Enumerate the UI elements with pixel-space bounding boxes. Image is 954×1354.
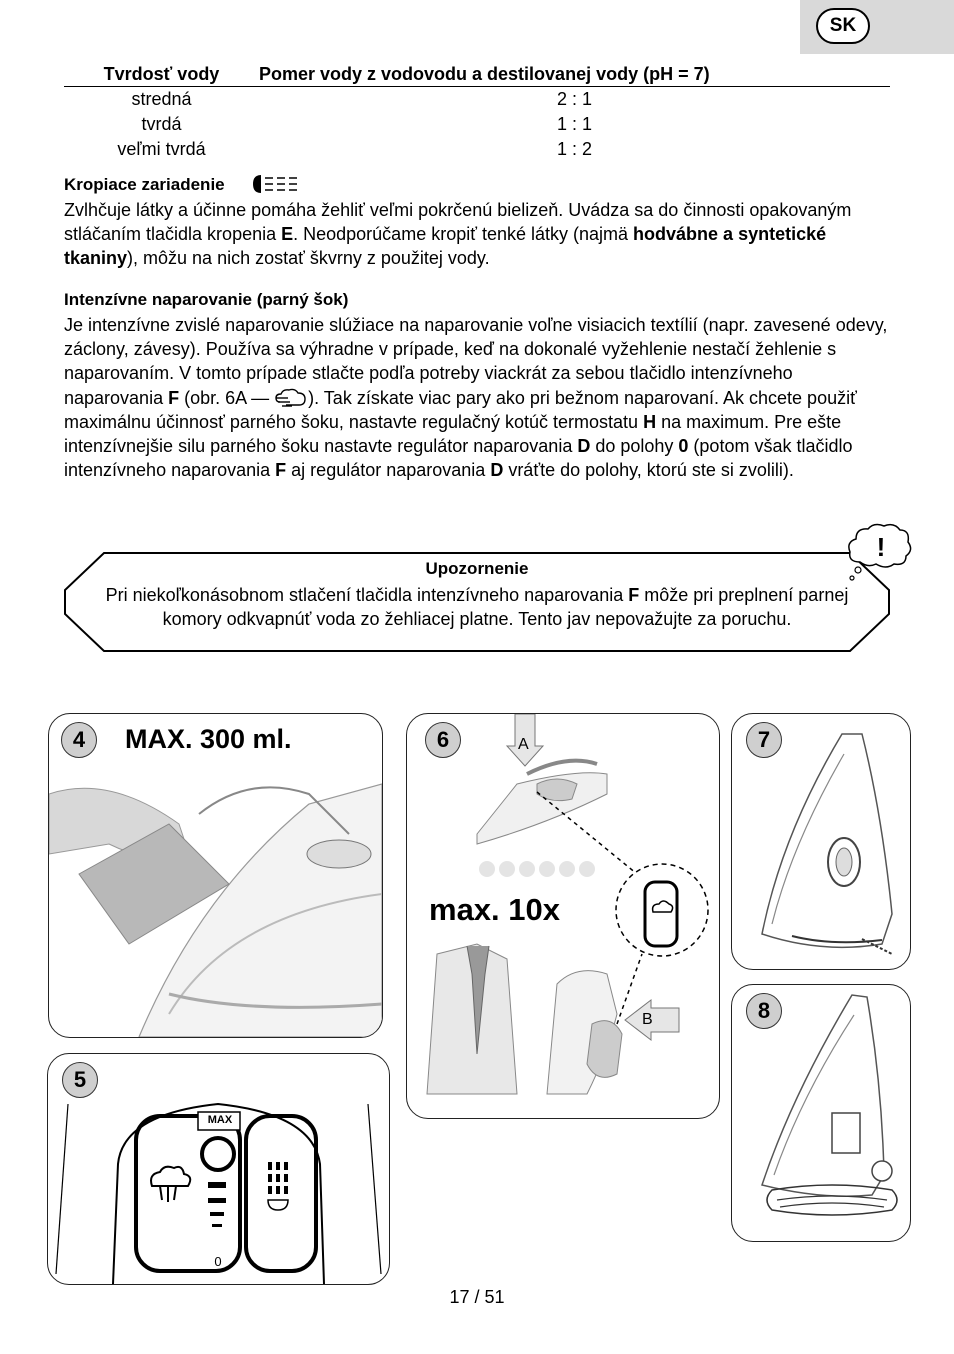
table-cell-ratio: 1 : 1 xyxy=(556,114,593,134)
figure-5-number: 5 xyxy=(62,1062,98,1098)
table-header-ratio: Pomer vody z vodovodu a destilovanej vody (pH = 7) xyxy=(259,63,710,84)
figure-8-panel xyxy=(731,984,911,1242)
steam-burst-heading: Intenzívne naparovanie (parný šok) xyxy=(64,290,349,309)
page-number: 17 / 51 xyxy=(449,1287,505,1307)
min-fill-label: 0 xyxy=(214,1254,222,1269)
spray-text: Zvlhčuje látky a účinne pomáha žehliť veľmi pokrčenú bielizeň. Uvádza sa do činnosti opakovaným stláčaním tlačidla kropenia E. Neodporúčame kropiť tenké látky (najmä hodvábne a syntetické tkaniny), môžu na nich zostať škvrny z použitej vody. xyxy=(64,200,852,269)
label-b: B xyxy=(642,1011,653,1028)
steam-burst-section xyxy=(64,287,894,482)
table-row xyxy=(64,137,890,162)
spray-heading xyxy=(64,172,894,198)
figure-7-number: 7 xyxy=(746,722,782,758)
table-row xyxy=(64,112,890,137)
warning-title: Upozornenie xyxy=(425,559,529,578)
spray-icon xyxy=(251,173,307,195)
table-cell-hardness: stredná xyxy=(131,89,192,109)
figure-6-number: 6 xyxy=(425,722,461,758)
warning-text: Pri niekoľkonásobnom stlačení tlačidla intenzívneho naparovania F môže pri preplnení parnej komory odkvapnúť voda zo žehliacej platne. Tento jav nepovažujte za poruchu. xyxy=(105,585,849,629)
language-badge: SK xyxy=(816,8,870,44)
label-a: A xyxy=(518,736,529,753)
svg-text:!: ! xyxy=(876,532,886,562)
figure-5-panel xyxy=(47,1053,390,1285)
table-cell-ratio: 1 : 2 xyxy=(556,139,593,159)
warning-cloud-icon xyxy=(846,522,914,584)
table-cell-hardness: tvrdá xyxy=(141,114,182,134)
table-cell-hardness: veľmi tvrdá xyxy=(117,139,206,159)
table-header-hardness: Tvrdosť vody xyxy=(103,63,220,84)
water-hardness-table xyxy=(64,62,890,162)
figure-4-caption: MAX. 300 ml. xyxy=(125,724,292,754)
figure-5-illustration xyxy=(48,1054,389,1284)
figure-6-panel xyxy=(406,713,720,1119)
spray-title: Kropiace zariadenie xyxy=(64,175,225,194)
spray-section xyxy=(64,172,894,271)
steam-burst-icon xyxy=(274,388,308,410)
table-header xyxy=(64,62,890,87)
figure-4-illustration xyxy=(49,714,382,1037)
figure-6-caption: max. 10x xyxy=(429,892,560,927)
figure-4-number: 4 xyxy=(61,722,97,758)
warning-box xyxy=(64,552,890,652)
table-row xyxy=(64,87,890,112)
figure-4-panel xyxy=(48,713,383,1038)
figure-7-panel xyxy=(731,713,911,970)
max-fill-label: MAX xyxy=(207,1114,233,1126)
table-cell-ratio: 2 : 1 xyxy=(556,89,593,109)
figure-8-number: 8 xyxy=(746,993,782,1029)
steam-burst-text: Je intenzívne zvislé naparovanie slúžiace na naparovanie voľne visiacich textílií (napr. zavesené odevy, záclony, závesy). Používa sa výhradne v prípade, keď na dokonalé vyžehlenie nestačí žehlenie s naparovaním. V tomto prípade stlačte podľa potreby viackrát za sebou tlačidlo intenzívneho naparovania F (obr. 6A — ). Tak získate viac pary ako pri bežnom naparovaní. Ak chcete použiť maximálnu účinnosť parného šoku, nastavte regulačný kotúč termostatu H na maximum. Pre ešte intenzívnejšie silu parného šoku nastavte regulátor naparovania D do polohy 0 (potom však tlačidlo intenzívneho naparovania F aj regulátor naparovania D vráťte do polohy, ktorú ste si zvolili). xyxy=(64,315,888,481)
